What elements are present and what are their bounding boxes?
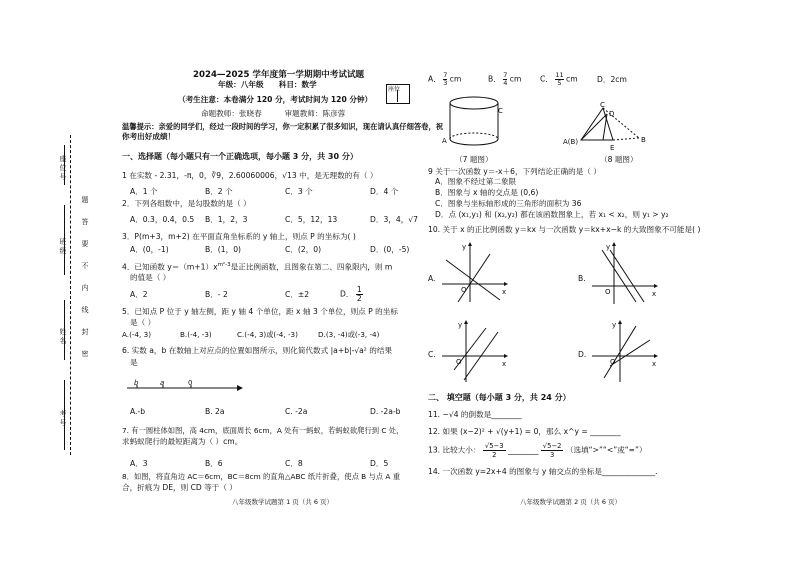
label-0: 0 — [188, 379, 193, 387]
cylinder-bottom-hidden — [450, 133, 498, 139]
q2-option-a: A．0.3，0.4，0.5 — [130, 215, 195, 224]
q8-option-a — [428, 72, 461, 87]
q4-exponent: m²-3 — [217, 262, 231, 268]
y-arrow — [464, 320, 468, 324]
x-label: x — [502, 360, 507, 368]
footer-left: 八年级数学试题第 1 页（共 6 页） — [232, 498, 334, 506]
q3-option-b: B．(1，0) — [205, 245, 241, 254]
binding-line — [70, 135, 71, 455]
q8-c-den: 5 — [557, 79, 562, 87]
label-b: b — [134, 379, 139, 387]
tips-line-1: 温馨提示：亲爱的同学们，经过一段时间的学习，你一定积累了很多知识，现在请认真仔细答卷，祝 — [122, 122, 444, 131]
section1-heading: 一、选择题（每小题只有一个正确选项，每小题 3 分，共 30 分） — [122, 152, 358, 161]
q13-blank: ________ — [508, 445, 539, 455]
name-label: 姓名 — [59, 328, 67, 346]
q13-f1-num: √5−3 — [484, 442, 504, 450]
q4-option-d-label: D． — [340, 289, 354, 299]
x-label: x — [652, 360, 657, 368]
q8-a-den: 3 — [443, 79, 448, 87]
q6-stem-1: 6. 实数 a，b 在数轴上对应点的位置如图所示，则化简代数式 |a+b|-√a² 的结果 — [122, 346, 393, 355]
q8-option-b — [488, 72, 521, 87]
q9-option-b: B．图象与 x 轴的交点是 (0,6) — [435, 188, 539, 197]
q10-option-c-label: C. — [428, 350, 436, 359]
q4-stem-part2: 是正比例函数，且图象在第二、四象限内，则 m — [230, 262, 393, 272]
q13-suffix: （选填“>”“<”或“=”） — [565, 445, 647, 455]
q8-option-b-label: B． — [488, 74, 501, 84]
q8-option-d: D．2cm — [597, 75, 627, 84]
q8-c-num: 11 — [555, 71, 564, 79]
q6-stem-2: 是 — [130, 358, 138, 367]
x-label: x — [652, 290, 657, 298]
q7-option-d: D．5 — [370, 459, 389, 468]
exam-number-line — [64, 380, 65, 450]
q1-option-d: D．4 个 — [370, 187, 399, 196]
seal-char: 答 — [81, 218, 89, 227]
base-dashed — [613, 138, 639, 140]
seal-char: 题 — [81, 196, 89, 205]
q4-stem-part1: 4．已知函数 y＝（m+1）x — [122, 262, 218, 272]
q2-option-b: B．1，2，3 — [205, 215, 248, 224]
q3-stem: 3．P(m+3，m+2) 在平面直角坐标系的 y 轴上，则点 P 的坐标为( ) — [122, 232, 356, 241]
q9-stem: 9 关于一次函数 y＝-x＋6，下列结论正确的是（ ） — [428, 167, 601, 176]
q8-option-a-label: A． — [428, 74, 441, 84]
q13-f2-den: 3 — [549, 451, 555, 459]
origin-label: O — [610, 358, 616, 366]
q10-option-b-label: B. — [578, 274, 586, 283]
q8-option-c-label: C． — [540, 74, 553, 84]
q4-option-b: B．- 2 — [205, 290, 228, 299]
q8-b-den: 4 — [503, 79, 508, 87]
x-arrow — [654, 284, 658, 288]
q1-option-a: A．1 个 — [130, 187, 158, 196]
y-label: y — [458, 321, 463, 329]
q5-option-b: B.(-4, -3) — [180, 330, 212, 339]
q4-stem — [122, 260, 392, 273]
line-2 — [610, 340, 650, 366]
label-c: C — [600, 101, 605, 109]
grade-subject: 年级：八年级 科目：数学 — [218, 80, 317, 89]
q3-option-c: C．(2，0) — [285, 245, 322, 254]
q7-option-b: B．6 — [205, 459, 223, 468]
q13-frac-1 — [483, 442, 506, 459]
q8-a-num: 7 — [443, 71, 448, 79]
origin-label: O — [605, 288, 611, 296]
q13 — [428, 442, 647, 459]
number-line-arrow — [237, 385, 243, 391]
q2-option-d: D．3，4，√7 — [370, 215, 418, 224]
y-arrow — [618, 320, 622, 324]
q5-option-a: A.(-4, 3) — [122, 330, 151, 339]
q8-option-a-frac — [443, 72, 447, 87]
seal-char: 内 — [81, 284, 89, 293]
q4-option-d — [340, 286, 363, 303]
label-a: a — [160, 379, 165, 387]
q14: 14. 一次函数 y=2x+4 的图象与 y 轴交点的坐标是______________. — [428, 467, 658, 476]
q8-option-c-frac — [555, 72, 563, 87]
class-line — [64, 205, 65, 275]
q2-option-c: C．5，12，13 — [285, 215, 338, 224]
section2-heading: 二、 填空题（每小题 3 分，共 24 分） — [428, 393, 571, 402]
class-label: 班级 — [59, 238, 67, 256]
q3-option-d: D．(0，-5) — [370, 245, 410, 254]
q7-stem-2: 求蚂蚁爬行的最短距离为（ ）cm。 — [122, 437, 243, 446]
exam-notice: （考生注意：本卷满分 120 分，考试时间为 120 分钟） — [178, 95, 373, 104]
graph-a — [440, 240, 510, 306]
q6-option-a: A.-b — [130, 407, 146, 416]
q11: 11. −√4 的倒数是________ — [428, 410, 522, 419]
q4-stem-part3: 的值是（ ） — [130, 273, 171, 282]
q10-stem: 10. 关于 x 的正比例函数 y＝kx 与一次函数 y＝kx+x−k 的大致图象不可能是( ) — [428, 225, 701, 234]
q13-f1-den: 2 — [492, 451, 497, 459]
cylinder-top — [450, 97, 498, 109]
origin-label: O — [461, 286, 467, 294]
q13-prefix: 13. 比较大小： — [428, 445, 481, 455]
seal-char: 不 — [81, 262, 89, 271]
q4-frac-den: 2 — [356, 294, 362, 303]
q6-option-c: C. -2a — [285, 407, 308, 416]
q8-option-b-frac — [503, 72, 507, 87]
q12: 12. 如果 (x−2)² + √(y+1) = 0，那么 x^y = ________ — [428, 427, 621, 436]
q5-stem-2: 是（ ） — [130, 318, 156, 327]
q1-stem: 1 在实数 - 2.31，-π，0，∛9，2.60060006，√13 中，是无理数的有（ ） — [122, 171, 378, 180]
number-line-figure — [125, 378, 245, 398]
q9-option-a: A．图象不经过第二象限 — [435, 177, 517, 186]
seal-char: 密 — [81, 350, 89, 359]
q7-stem-1: 7. 有一圆柱体如图，高 4cm，底面周长 6cm，A 处有一蚂蚁，若蚂蚁欲爬行到 C 处， — [122, 426, 404, 435]
x-label: x — [502, 288, 507, 296]
x-arrow — [654, 354, 658, 358]
q9-option-c: C．图象与坐标轴形成的三角形的面积为 36 — [435, 199, 582, 208]
q10-option-d-label: D. — [578, 350, 587, 359]
q7-option-a: A．3 — [130, 459, 148, 468]
teachers: 命题教师：张晓春 审题教师：陈彦蓉 — [201, 109, 346, 118]
cylinder-figure — [440, 93, 510, 153]
q8-b-num: 7 — [503, 71, 508, 79]
origin-label: O — [456, 358, 462, 366]
q8-stem-1: 8．如图，将直角边 AC＝6cm，BC＝8cm 的直角△ABC 纸片折叠，使点 B 与点 A 重 — [122, 472, 401, 481]
q6-option-b: B. 2a — [205, 407, 225, 416]
q7-option-c: C．8 — [285, 459, 303, 468]
q8-stem-2: 合，折痕为 DE，则 CD 等于（ ） — [122, 483, 237, 492]
seal-char: 封 — [81, 328, 89, 337]
seat-label: 座位 — [388, 86, 401, 93]
label-a: A — [442, 137, 447, 145]
y-label: y — [462, 243, 467, 251]
label-ab: A(B) — [563, 138, 579, 146]
q2-stem: 2．下列各组数中，是勾股数的是（ ） — [122, 199, 251, 208]
label-b: B — [641, 136, 646, 144]
q8-a-unit: cm — [449, 74, 462, 84]
seat-number-line — [64, 145, 65, 185]
tips-line-2: 你考出好成绩！ — [122, 132, 176, 141]
y-label: y — [606, 243, 611, 251]
q5-option-c: C.(-4, 3)或(-4, -3) — [237, 330, 298, 339]
exam-title: 2024—2025 学年度第一学期期中考试试题 — [193, 70, 365, 80]
q13-f2-num: √5−2 — [542, 442, 562, 450]
q3-option-a: A．(0，-1) — [130, 245, 169, 254]
label-e: E — [610, 144, 615, 152]
exam-number-label: 考号 — [59, 410, 67, 428]
cylinder-bottom — [450, 139, 498, 145]
triangle-figure — [563, 100, 683, 152]
q8-c-unit: cm — [566, 74, 578, 84]
name-line — [64, 300, 65, 360]
q1-option-b: B．2 个 — [205, 187, 233, 196]
q4-frac-num: 1 — [356, 285, 362, 294]
seal-char: 要 — [81, 240, 89, 249]
y-arrow — [612, 242, 616, 246]
q4-fraction — [356, 286, 363, 303]
line-2 — [458, 254, 490, 302]
fig7-caption: （7 题图） — [455, 155, 493, 164]
x-arrow — [504, 282, 508, 286]
q5-stem-1: 5．已知点 P 位于 y 轴左侧，距 y 轴 4 个单位，距 x 轴 3 个单位，则点 P 的坐标 — [122, 307, 398, 316]
q4-option-c: C．±2 — [285, 290, 310, 299]
seat-number-label: 座位号 — [59, 155, 67, 182]
q8-option-c — [540, 72, 578, 87]
footer-right: 八年级数学试题第 2 页（共 6 页） — [520, 498, 622, 506]
label-c: C — [498, 107, 503, 115]
y-label: y — [612, 321, 617, 329]
graph-b — [590, 240, 660, 306]
q9-option-d: D．点 (x₁,y₁) 和 (x₂,y₂) 都在该函数图象上，若 x₁ < x₂，则 y₁ > y₂ — [435, 210, 669, 219]
q1-option-c: C．3 个 — [285, 187, 313, 196]
seal-char: 线 — [81, 306, 89, 315]
q4-option-a: A．2 — [130, 290, 148, 299]
q5-option-d: D.(3, -4)或(-3, -4) — [318, 330, 380, 339]
y-arrow — [468, 242, 472, 246]
q8-b-unit: cm — [509, 74, 522, 84]
graph-c — [440, 318, 510, 384]
fig8-caption: （8 题图） — [600, 155, 638, 164]
q6-option-d: D. -2a-b — [370, 407, 401, 416]
label-d: D — [609, 110, 615, 118]
graph-d — [590, 318, 660, 384]
line-2 — [610, 250, 644, 302]
x-arrow — [504, 354, 508, 358]
q13-frac-2 — [541, 442, 564, 459]
q10-option-a-label: A. — [428, 274, 436, 283]
